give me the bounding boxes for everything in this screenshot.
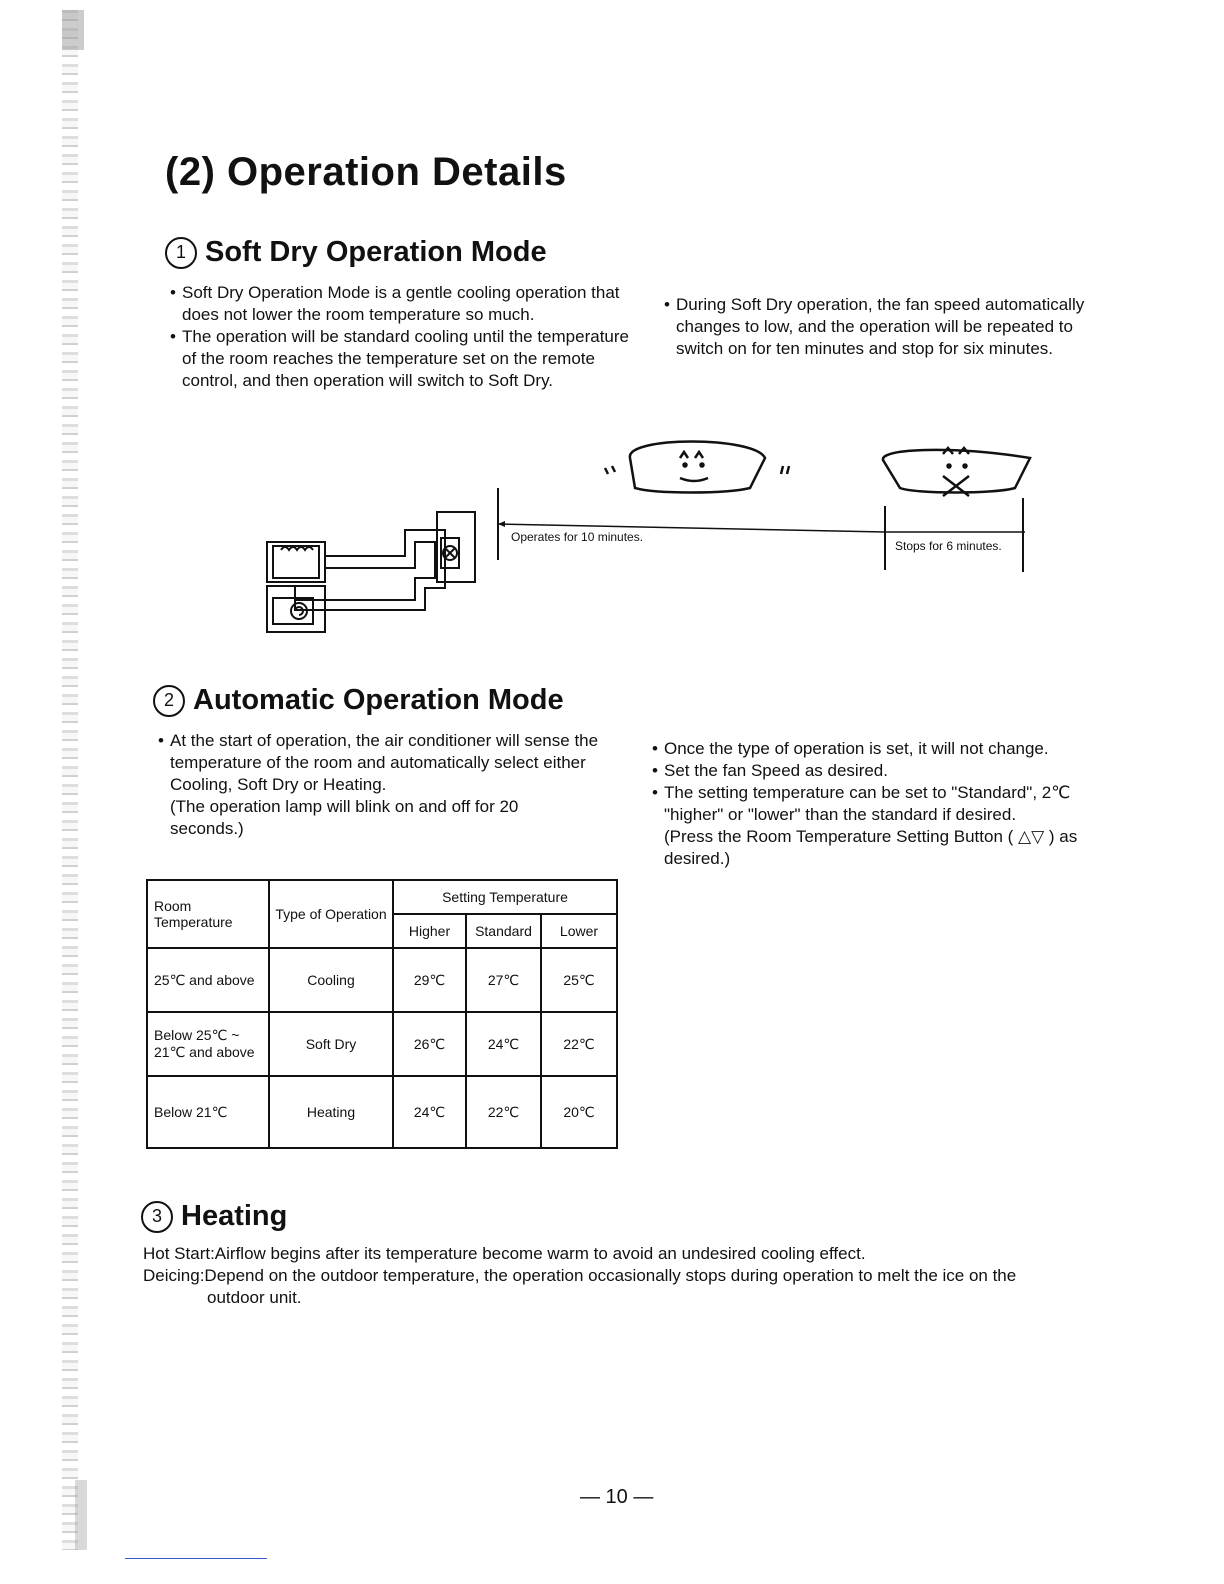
cell-type: Heating — [269, 1076, 393, 1148]
cell-standard: 24℃ — [466, 1012, 541, 1076]
list-item: • At the start of operation, the air conditioner will sense the temperature of the room and automatically select either Cooling, Soft Dry or Heating. — [158, 730, 613, 796]
automatic-left-column — [158, 730, 613, 840]
cell-standard: 22℃ — [466, 1076, 541, 1148]
automatic-right-column — [652, 738, 1102, 870]
stops-label: Stops for 6 minutes. — [895, 539, 1002, 553]
list-item: • The operation will be standard cooling until the temperature of the room reaches the temperature set on the remote control, and then operation will switch to Soft Dry. — [170, 326, 640, 392]
table-row — [147, 1076, 617, 1148]
happy-unit-icon — [605, 442, 789, 493]
soft-dry-diagram — [255, 438, 1075, 638]
cell-room: Below 25℃ ~ 21℃ and above — [147, 1012, 269, 1076]
heating-heading — [141, 1200, 287, 1233]
table-row — [147, 1012, 617, 1076]
section-number-3: 3 — [141, 1201, 173, 1233]
table-row — [147, 948, 617, 1012]
cell-room: 25℃ and above — [147, 948, 269, 1012]
header-setting-temperature: Setting Temperature — [393, 880, 617, 914]
header-higher: Higher — [393, 914, 466, 948]
header-type-of-operation: Type of Operation — [269, 880, 393, 948]
soft-dry-right-list — [664, 294, 1114, 360]
page-number: — 10 — — [580, 1486, 654, 1508]
section-number-2: 2 — [153, 685, 185, 717]
header-room-temperature: Room Temperature — [147, 880, 269, 948]
operates-label: Operates for 10 minutes. — [511, 530, 644, 544]
cell-lower: 22℃ — [541, 1012, 617, 1076]
hot-start-text: Hot Start:Airflow begins after its temperature become warm to avoid an undesired cooling effect. — [143, 1244, 866, 1263]
cell-lower: 25℃ — [541, 948, 617, 1012]
list-item: • Set the fan Speed as desired. — [652, 760, 1102, 782]
cell-type: Soft Dry — [269, 1012, 393, 1076]
page-title: (2) Operation Details — [165, 150, 567, 194]
unit-schematic — [267, 512, 475, 632]
section-number-1: 1 — [165, 237, 197, 269]
soft-dry-heading — [165, 236, 547, 269]
soft-dry-left-list — [170, 282, 640, 392]
stopped-unit-icon — [883, 448, 1030, 496]
automatic-left-list — [158, 730, 613, 796]
scan-edge-artifact — [62, 10, 78, 1550]
cell-higher: 26℃ — [393, 1012, 466, 1076]
list-item: • The setting temperature can be set to "Standard", 2℃ "higher" or "lower" than the standard if desired. — [652, 782, 1084, 826]
cell-room: Below 21℃ — [147, 1076, 269, 1148]
scan-mark-top — [62, 10, 84, 50]
list-item: • Soft Dry Operation Mode is a gentle cooling operation that does not lower the room temperature so much. — [170, 282, 640, 326]
automatic-heading — [153, 684, 564, 717]
deicing-text-continued: outdoor unit. — [207, 1288, 302, 1307]
deicing-text: Deicing:Depend on the outdoor temperature, the operation occasionally stops during operation to melt the ice on the — [143, 1266, 1017, 1285]
cell-higher: 29℃ — [393, 948, 466, 1012]
automatic-heading-text: Automatic Operation Mode — [193, 684, 564, 716]
arrow-left-icon — [498, 521, 505, 527]
list-item: • Once the type of operation is set, it will not change. — [652, 738, 1102, 760]
heating-text — [143, 1243, 1016, 1309]
header-standard: Standard — [466, 914, 541, 948]
heating-heading-text: Heating — [181, 1200, 288, 1232]
cell-lower: 20℃ — [541, 1076, 617, 1148]
cell-standard: 27℃ — [466, 948, 541, 1012]
automatic-left-note: (The operation lamp will blink on and off for 20 seconds.) — [170, 797, 519, 838]
header-lower: Lower — [541, 914, 617, 948]
bottom-rule — [125, 1558, 267, 1559]
automatic-right-list — [652, 738, 1102, 826]
list-item: • During Soft Dry operation, the fan speed automatically changes to low, and the operation will be repeated to switch on for ten minutes and stop for six minutes. — [664, 294, 1114, 360]
scan-mark-bottom — [75, 1480, 87, 1550]
operation-table — [146, 879, 618, 1149]
automatic-right-note: (Press the Room Temperature Setting Button ( △▽ ) as desired.) — [664, 827, 1078, 868]
soft-dry-heading-text: Soft Dry Operation Mode — [205, 236, 547, 268]
cell-higher: 24℃ — [393, 1076, 466, 1148]
cell-type: Cooling — [269, 948, 393, 1012]
